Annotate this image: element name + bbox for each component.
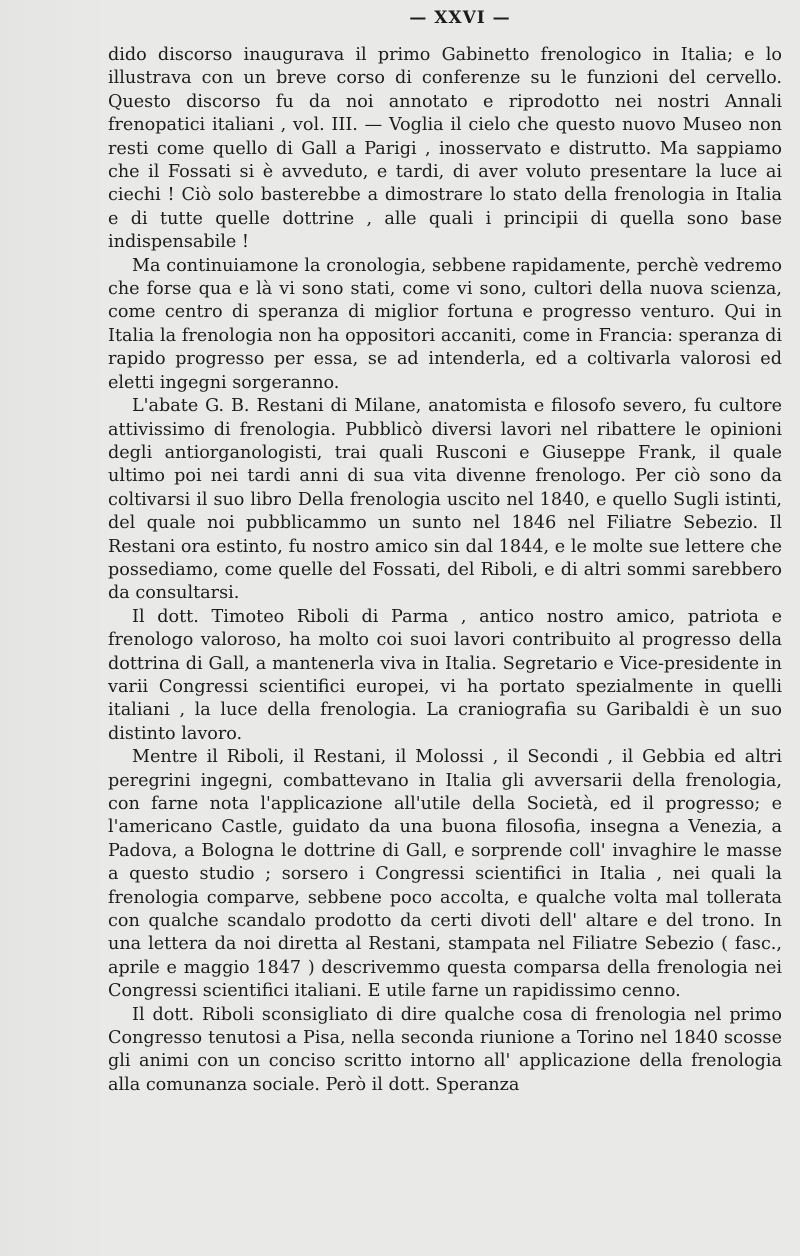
paragraph-4: Il dott. Timoteo Riboli di Parma , antico nostro amico, patriota e frenologo valoroso, ha molto coi suoi lavori contribuito al progresso della dottrina di Gall, a mantenerla viva in Italia. Segretario e Vice-presidente in varii Congressi scientifici europei, vi ha portato spezialmente in quelli italiani , la luce della frenologia. La craniografia su Garibaldi è un suo distinto lavoro. <box>108 606 782 744</box>
page-margin-shadow <box>0 0 108 1256</box>
paragraph-3: L'abate G. B. Restani di Milane, anatomista e filosofo severo, fu cultore attivissimo di frenologia. Pubblicò diversi lavori nel ribattere le opinioni degli antiorganologisti, trai quali Rusconi e Giuseppe Frank, il quale ultimo poi nei tardi anni di sua vita divenne frenologo. Per ciò sono da coltivarsi il suo libro Della frenologia uscito nel 1840, e quello Sugli istinti, del quale noi pubblicammo un sunto nel 1846 nel Filiatre Sebezio. Il Restani ora estinto, fu nostro amico sin dal 1844, e le molte sue lettere che possediamo, come quelle del Fossati, del Riboli, e di altri sommi sarebbero da consultarsi. <box>108 396 782 604</box>
paragraph-5: Mentre il Riboli, il Restani, il Molossi , il Secondi , il Gebbia ed altri peregrini ingegni, combattevano in Italia gli avversarii della frenologia, con farne nota l'applicazione all'utile della Società, ed il progresso; e l'americano Castle, guidato da una buona filosofia, insegna a Venezia, a Padova, a Bologna le dottrine di Gall, e sorprende coll' invaghire le masse a questo studio ; sorsero i Congressi scientifici in Italia , nei quali la frenologia comparve, sebbene poco accolta, e qualche volta mal tollerata con qualche scandalo prodotto da certi divoti dell' altare e del trono. In una lettera da noi diretta al Restani, stampata nel Filiatre Sebezio ( fasc., aprile e maggio 1847 ) descrivemmo questa comparsa della frenologia nei Congressi scientifici italiani. E utile farne un rapidissimo cenno. <box>108 747 782 1002</box>
paragraph-6: Il dott. Riboli sconsigliato di dire qualche cosa di frenologia nel primo Congresso tenutosi a Pisa, nella seconda riunione a Torino nel 1840 scosse gli animi con un conciso scritto intorno all' applicazione della frenologia alla comunanza sociale. Però il dott. Speranza <box>108 1004 782 1095</box>
paragraph-2: Ma continuiamone la cronologia, sebbene rapidamente, perchè vedremo che forse qua e là vi sono stati, come vi sono, cultori della nuova scienza, come centro di speranza di miglior fortuna e progresso venturo. Qui in Italia la frenologia non ha oppositori accaniti, come in Francia: speranza di rapido progresso per essa, se ad intenderla, ed a coltivarla valorosi ed eletti ingegni sorgeranno. <box>108 255 782 393</box>
paragraph-1: dido discorso inaugurava il primo Gabinetto frenologico in Italia; e lo illustrava con un breve corso di conferenze su le funzioni del cervello. Questo discorso fu da noi annotato e riprodotto nei nostri Annali frenopatici italiani , vol. III. — Voglia il cielo che questo nuovo Museo non resti come quello di Gall a Parigi , inosservato e distrutto. Ma sappiamo che il Fossati si è avveduto, e tardi, di aver voluto presentare la luce ai ciechi ! Ciò solo basterebbe a dimostrare lo stato della frenologia in Italia e di tutte quelle dottrine , alle quali i principii di quella sono base indispensabile ! <box>108 45 782 253</box>
body-text <box>108 44 782 1097</box>
page-number: — XXVI — <box>409 8 511 28</box>
